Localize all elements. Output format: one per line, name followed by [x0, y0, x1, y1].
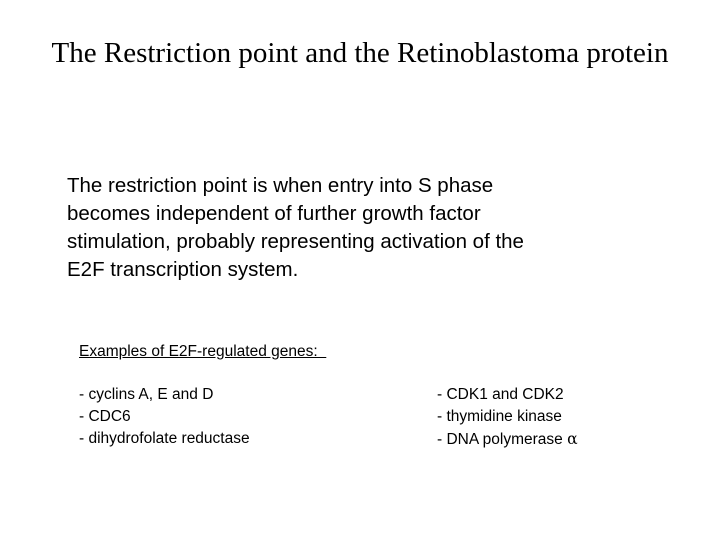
- list-item: [437, 428, 578, 451]
- list-item: - dihydrofolate reductase: [79, 430, 250, 447]
- gene-list-left: [79, 384, 250, 450]
- list-item-text: - DNA polymerase: [437, 431, 568, 448]
- body-line: E2F transcription system.: [67, 258, 299, 281]
- restriction-point-definition: [67, 172, 657, 284]
- body-line: stimulation, probably representing activation of the: [67, 230, 524, 253]
- body-line: becomes independent of further growth factor: [67, 202, 481, 225]
- body-line: The restriction point is when entry into S phase: [67, 174, 494, 197]
- list-item: - thymidine kinase: [437, 408, 562, 425]
- slide-title: The Restriction point and the Retinoblastoma protein: [51, 37, 669, 69]
- examples-heading: Examples of E2F-regulated genes:: [79, 343, 327, 360]
- list-item: - CDC6: [79, 408, 131, 425]
- alpha-symbol: α: [567, 430, 578, 448]
- gene-list-right: [437, 384, 578, 451]
- list-item: - cyclins A, E and D: [79, 386, 214, 403]
- list-item: - CDK1 and CDK2: [437, 386, 564, 403]
